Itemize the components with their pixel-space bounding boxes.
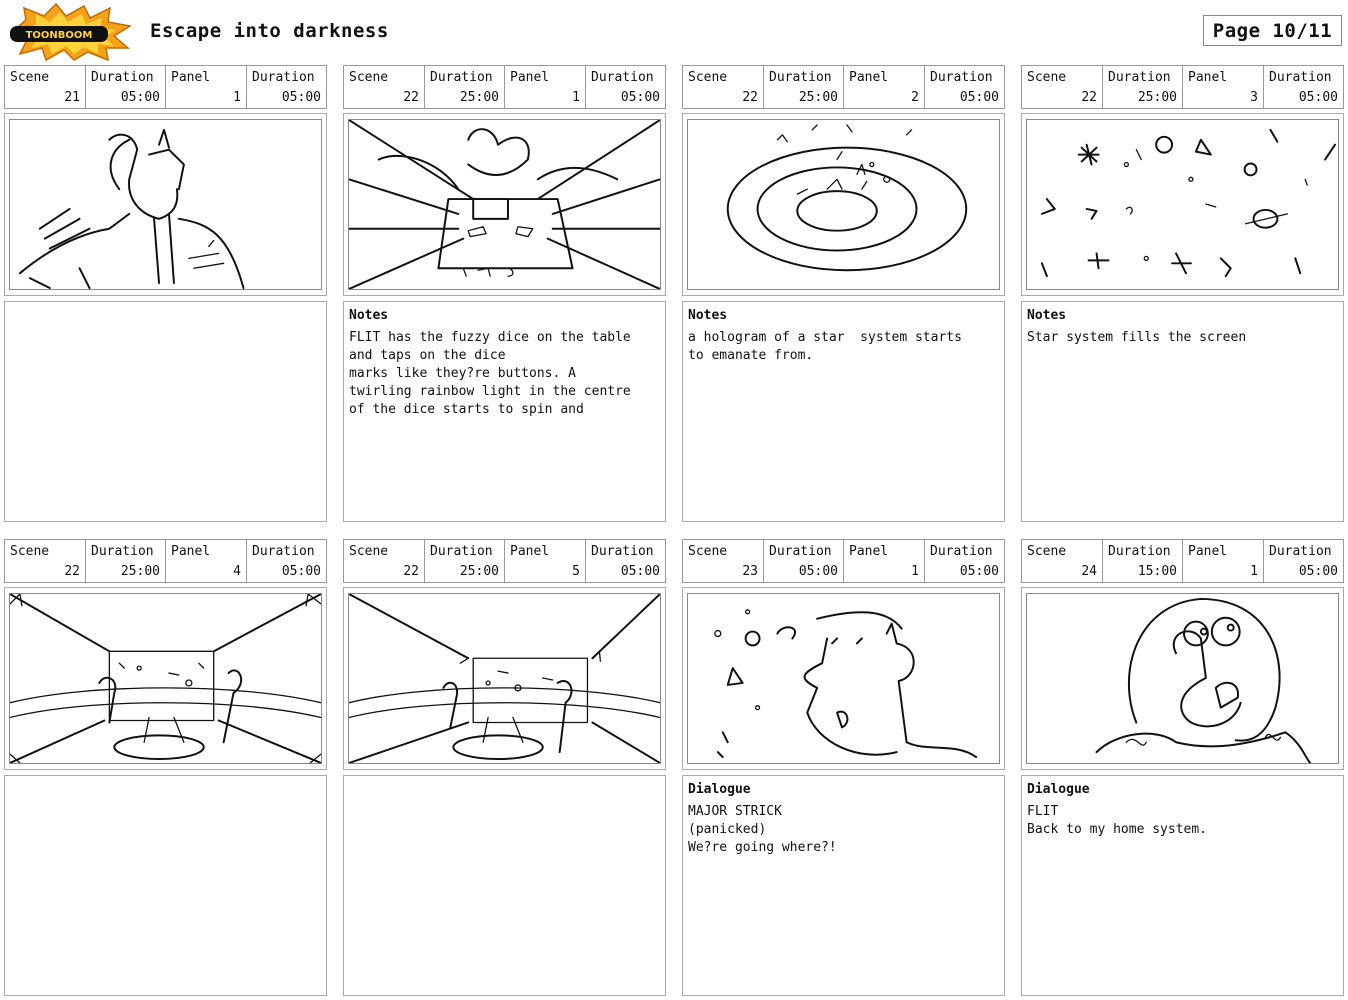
notes-line: a hologram of a star system starts [688, 330, 962, 345]
panel-header [1021, 65, 1344, 109]
notes-line: to emanate from. [688, 348, 814, 363]
notes-line: of the dice starts to spin and [349, 402, 584, 417]
scene-duration-label: Duration [91, 544, 154, 559]
panel-duration-value: 05:00 [281, 564, 321, 579]
panel-header [682, 539, 1005, 583]
panel-duration-value: 05:00 [959, 90, 999, 105]
panel-number: 1 [1250, 564, 1258, 579]
panel-cell [844, 540, 925, 582]
panel-cell [166, 540, 247, 582]
sketch-frame[interactable] [4, 113, 327, 296]
scene-label: Scene [688, 544, 728, 559]
scene-duration-cell [86, 540, 166, 582]
scene-duration-label: Duration [1108, 544, 1171, 559]
scene-label: Scene [1027, 70, 1067, 85]
sketch-frame[interactable] [682, 113, 1005, 296]
scene-duration-value: 25:00 [459, 90, 499, 105]
panel-number: 1 [911, 564, 919, 579]
notes-text [1027, 803, 1338, 839]
panel-duration-cell [586, 540, 665, 582]
notes-title: Dialogue [1027, 782, 1090, 797]
scene-duration-value: 25:00 [120, 564, 160, 579]
panel-number: 4 [233, 564, 241, 579]
scene-duration-value: 15:00 [1137, 564, 1177, 579]
saluting-officer-sketch [10, 120, 321, 289]
panel-cell [505, 540, 586, 582]
scene-duration-value: 05:00 [120, 90, 160, 105]
sketch-image [9, 593, 322, 764]
sketch-image [9, 119, 322, 290]
panel-label: Panel [510, 70, 550, 85]
panel-cell [505, 66, 586, 108]
scene-number: 22 [1081, 90, 1097, 105]
scene-duration-label: Duration [91, 70, 154, 85]
scene-number: 22 [403, 90, 419, 105]
notes-box[interactable] [1021, 301, 1344, 522]
panel-duration-cell [1264, 540, 1343, 582]
sketch-image [348, 593, 661, 764]
page-indicator: Page 10/11 [1203, 15, 1342, 46]
panel-cell [1183, 540, 1264, 582]
scene-duration-value: 05:00 [798, 564, 838, 579]
flit-helmet-sketch [1027, 594, 1338, 763]
sketch-image [1026, 119, 1339, 290]
scene-cell [5, 540, 86, 582]
panel-duration-value: 05:00 [620, 564, 660, 579]
notes-line: Back to my home system. [1027, 822, 1208, 837]
panel-label: Panel [510, 544, 550, 559]
notes-box[interactable] [343, 775, 666, 996]
notes-line: Star system fills the screen [1027, 330, 1247, 345]
panel-number: 3 [1250, 90, 1258, 105]
scene-cell [683, 540, 764, 582]
scene-duration-cell [1103, 540, 1183, 582]
scene-cell [683, 66, 764, 108]
notes-box[interactable] [343, 301, 666, 522]
panel-label: Panel [1188, 70, 1228, 85]
scene-duration-label: Duration [769, 70, 832, 85]
panel-duration-cell [586, 66, 665, 108]
document-title: Escape into darkness [150, 20, 389, 42]
panel-duration-label: Duration [1269, 70, 1332, 85]
panel-label: Panel [171, 70, 211, 85]
scene-number: 22 [64, 564, 80, 579]
cockpit-zoom-sketch [349, 594, 660, 763]
notes-title: Notes [349, 308, 389, 323]
scene-label: Scene [1027, 544, 1067, 559]
scene-duration-label: Duration [1108, 70, 1171, 85]
scene-cell [344, 540, 425, 582]
panel-cell [166, 66, 247, 108]
scene-duration-cell [764, 66, 844, 108]
panel-duration-value: 05:00 [1298, 90, 1338, 105]
sketch-image [348, 119, 661, 290]
notes-line: twirling rainbow light in the centre [349, 384, 631, 399]
scene-label: Scene [349, 70, 389, 85]
notes-box[interactable] [4, 775, 327, 996]
panel-label: Panel [1188, 544, 1228, 559]
panel-header [4, 539, 327, 583]
scene-duration-cell [86, 66, 166, 108]
sketch-image [687, 119, 1000, 290]
star-field-sketch [1027, 120, 1338, 289]
notes-box[interactable] [682, 301, 1005, 522]
notes-title: Notes [1027, 308, 1067, 323]
scene-duration-cell [1103, 66, 1183, 108]
scene-duration-label: Duration [430, 70, 493, 85]
major-strick-sketch [688, 594, 999, 763]
scene-cell [5, 66, 86, 108]
scene-duration-value: 25:00 [1137, 90, 1177, 105]
panel-duration-label: Duration [930, 544, 993, 559]
panel-header [1021, 539, 1344, 583]
panel-duration-value: 05:00 [1298, 564, 1338, 579]
hologram-spiral-sketch [688, 120, 999, 289]
sketch-frame[interactable] [4, 587, 327, 770]
notes-title: Notes [688, 308, 728, 323]
notes-box[interactable] [682, 775, 1005, 996]
scene-duration-label: Duration [430, 544, 493, 559]
sketch-image [1026, 593, 1339, 764]
scene-number: 24 [1081, 564, 1097, 579]
panel-duration-cell [925, 66, 1004, 108]
panel-duration-label: Duration [591, 544, 654, 559]
notes-line: (panicked) [688, 822, 767, 837]
notes-text [349, 329, 660, 419]
panel-duration-label: Duration [252, 70, 315, 85]
sketch-image [687, 593, 1000, 764]
scene-cell [1022, 66, 1103, 108]
scene-duration-cell [425, 66, 505, 108]
panel-duration-cell [925, 540, 1004, 582]
cockpit-wide-sketch [10, 594, 321, 763]
scene-cell [1022, 540, 1103, 582]
notes-text [688, 329, 999, 365]
notes-text [1027, 329, 1338, 347]
notes-box[interactable] [1021, 775, 1344, 996]
panel-label: Panel [849, 70, 889, 85]
scene-label: Scene [10, 544, 50, 559]
scene-duration-cell [425, 540, 505, 582]
panel-header [343, 539, 666, 583]
toonboom-logo [4, 2, 135, 62]
panel-duration-value: 05:00 [959, 564, 999, 579]
scene-number: 22 [742, 90, 758, 105]
notes-title: Dialogue [688, 782, 751, 797]
scene-duration-value: 25:00 [459, 564, 499, 579]
panel-label: Panel [171, 544, 211, 559]
panel-duration-value: 05:00 [281, 90, 321, 105]
panel-cell [1183, 66, 1264, 108]
panel-duration-cell [247, 66, 326, 108]
sketch-frame[interactable] [1021, 113, 1344, 296]
panel-number: 1 [572, 90, 580, 105]
sketch-frame[interactable] [343, 587, 666, 770]
panel-cell [844, 66, 925, 108]
notes-text [688, 803, 999, 857]
sketch-frame[interactable] [1021, 587, 1344, 770]
notes-line: and taps on the dice [349, 348, 506, 363]
scene-number: 21 [64, 90, 80, 105]
scene-duration-cell [764, 540, 844, 582]
scene-label: Scene [688, 70, 728, 85]
panel-duration-cell [247, 540, 326, 582]
notes-line: marks like they?re buttons. A [349, 366, 576, 381]
logo-text: TOONBOOM [25, 30, 93, 41]
panel-duration-value: 05:00 [620, 90, 660, 105]
panel-duration-label: Duration [591, 70, 654, 85]
sketch-frame[interactable] [682, 587, 1005, 770]
panel-number: 1 [233, 90, 241, 105]
scene-cell [344, 66, 425, 108]
notes-line: FLIT [1027, 804, 1059, 819]
scene-number: 23 [742, 564, 758, 579]
panel-duration-label: Duration [252, 544, 315, 559]
scene-label: Scene [10, 70, 50, 85]
dice-console-sketch [349, 120, 660, 289]
panel-duration-cell [1264, 66, 1343, 108]
scene-label: Scene [349, 544, 389, 559]
notes-box[interactable] [4, 301, 327, 522]
panel-number: 5 [572, 564, 580, 579]
panel-label: Panel [849, 544, 889, 559]
panel-header [4, 65, 327, 109]
panel-duration-label: Duration [1269, 544, 1332, 559]
scene-number: 22 [403, 564, 419, 579]
notes-line: We?re going where?! [688, 840, 837, 855]
notes-line: FLIT has the fuzzy dice on the table [349, 330, 631, 345]
notes-line: MAJOR STRICK [688, 804, 782, 819]
sketch-frame[interactable] [343, 113, 666, 296]
panel-header [343, 65, 666, 109]
scene-duration-value: 25:00 [798, 90, 838, 105]
panel-number: 2 [911, 90, 919, 105]
panel-duration-label: Duration [930, 70, 993, 85]
panel-header [682, 65, 1005, 109]
scene-duration-label: Duration [769, 544, 832, 559]
